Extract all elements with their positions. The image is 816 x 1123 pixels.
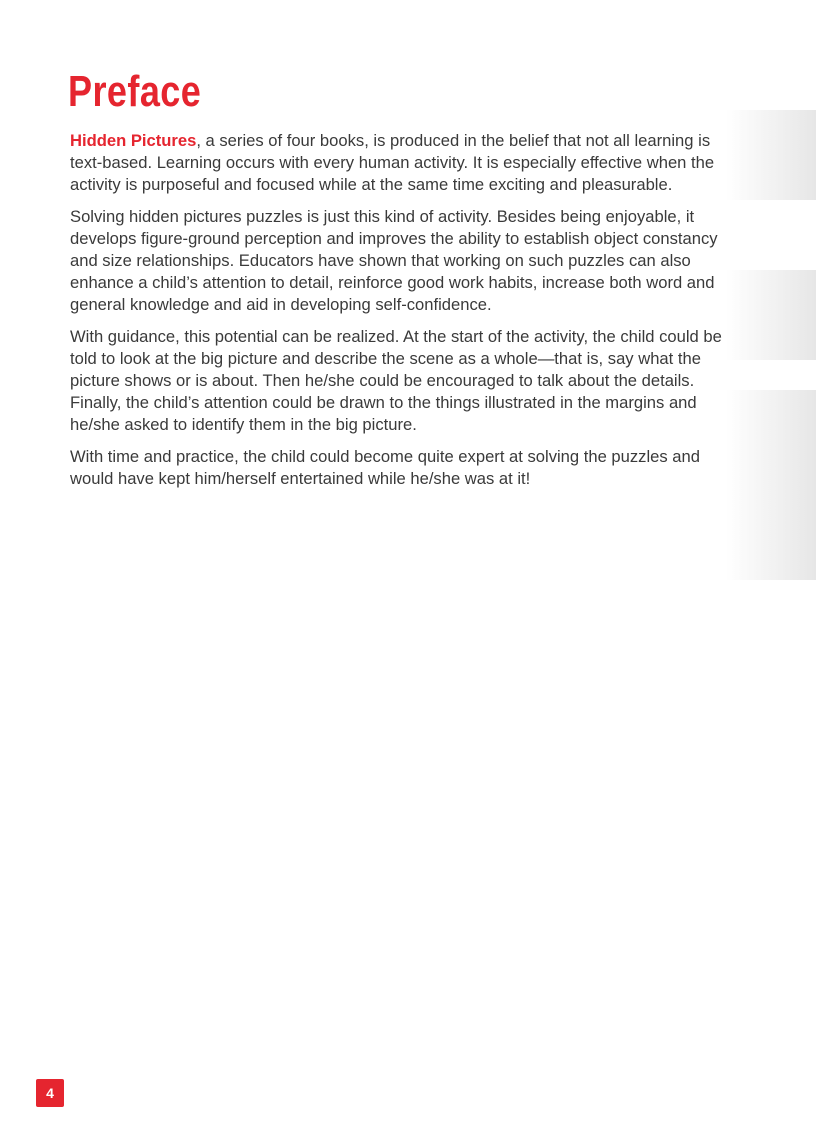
page-title: Preface: [68, 67, 202, 116]
page-number-badge: 4: [36, 1079, 64, 1107]
paragraph-2: Solving hidden pictures puzzles is just this kind of activity. Besides being enjoyable, it develops figure-ground perception and improves the ability to establish object constancy and size relationships. Educators have shown that working on such puzzles can also enhance a child’s attention to detail, reinforce good work habits, increase both word and general knowledge and aid in developing self-confidence.: [70, 207, 718, 314]
paragraph-3: With guidance, this potential can be realized. At the start of the activity, the child could be told to look at the big picture and describe the scene as a whole—that is, say what the picture shows or is about. Then he/she could be encouraged to talk about the details. Finally, the child’s attention could be drawn to the things illustrated in the margins and he/she asked to identify them in the big picture.: [70, 327, 722, 434]
book-series-name: Hidden Pictures: [70, 131, 197, 150]
paragraph-4: With time and practice, the child could become quite expert at solving the puzzles and would have kept him/herself entertained while he/she was at it!: [70, 447, 700, 488]
paragraph-1-text: , a series of four books, is produced in the belief that not all learning is text-based. Learning occurs with every human activity. It is especially effective when the activity is purposeful and focused while at the same time exciting and pleasurable.: [70, 131, 715, 194]
paragraph-1: [70, 130, 740, 196]
preface-body: [70, 130, 740, 500]
scan-shadow: [726, 500, 816, 580]
